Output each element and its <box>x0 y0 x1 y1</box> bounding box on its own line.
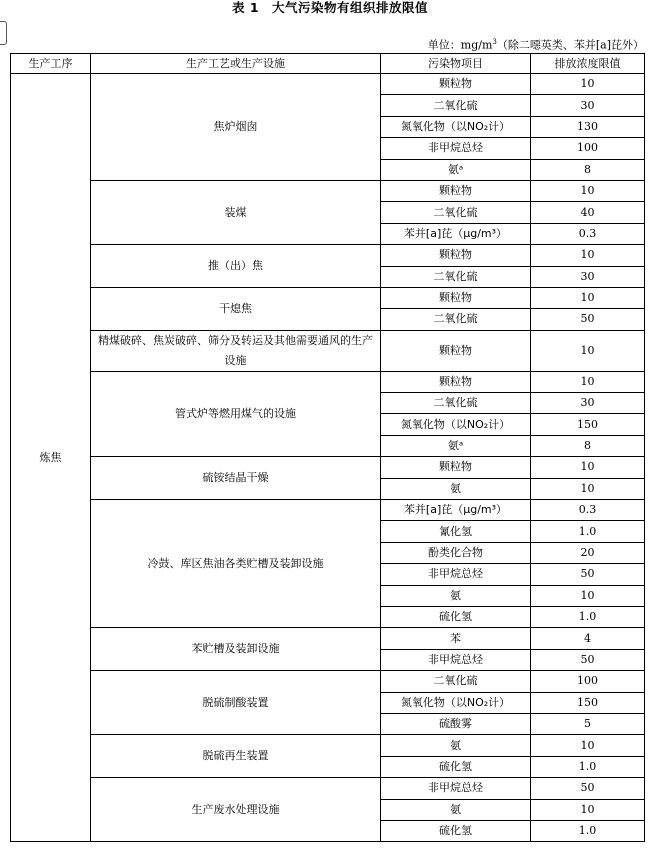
pollutant-cell: 硫化氢 <box>381 820 531 841</box>
facility-cell: 冷鼓、库区焦油各类贮槽及装卸设施 <box>91 500 381 628</box>
pollutant-cell: 氮氧化物（以NO₂计） <box>381 414 531 435</box>
facility-cell: 硫铵结晶干燥 <box>91 457 381 500</box>
limit-cell: 100 <box>531 671 645 692</box>
pollutant-cell: 颗粒物 <box>381 180 531 201</box>
limit-cell: 5 <box>531 713 645 734</box>
table-row <box>11 500 645 521</box>
table-row <box>11 287 645 308</box>
pollutant-cell: 苯并[a]芘（μg/m³） <box>381 223 531 244</box>
pollutant-cell: 二氧化硫 <box>381 393 531 414</box>
facility-cell: 苯贮槽及装卸设施 <box>91 628 381 671</box>
limit-cell: 50 <box>531 649 645 670</box>
table-row <box>11 180 645 201</box>
limit-cell: 1.0 <box>531 820 645 841</box>
limit-cell: 50 <box>531 564 645 585</box>
limit-cell: 10 <box>531 799 645 820</box>
pollutant-cell: 氮氧化物（以NO₂计） <box>381 692 531 713</box>
table-row <box>11 74 645 95</box>
pollutant-cell: 氨 <box>381 735 531 756</box>
pollutant-cell: 颗粒物 <box>381 371 531 392</box>
process-cell: 炼焦 <box>11 74 91 842</box>
header-limit: 排放浓度限值 <box>531 54 645 74</box>
pollutant-cell: 颗粒物 <box>381 74 531 95</box>
facility-cell: 推（出）焦 <box>91 245 381 288</box>
limit-cell: 10 <box>531 371 645 392</box>
header-process: 生产工序 <box>11 54 91 74</box>
table-row <box>11 671 645 692</box>
unit-note-prefix: 单位：mg/m <box>427 38 493 52</box>
limit-cell: 4 <box>531 628 645 649</box>
limit-cell: 10 <box>531 74 645 95</box>
limit-cell: 10 <box>531 457 645 478</box>
limit-cell: 10 <box>531 585 645 606</box>
limit-cell: 130 <box>531 116 645 137</box>
pollutant-cell: 硫酸雾 <box>381 713 531 734</box>
header-row <box>11 54 645 74</box>
limit-cell: 10 <box>531 180 645 201</box>
unit-note-sup: 3 <box>492 38 497 46</box>
pollutant-cell: 非甲烷总烃 <box>381 778 531 799</box>
pollutant-cell: 氨ᵃ <box>381 159 531 180</box>
facility-cell: 装煤 <box>91 180 381 244</box>
table-row <box>11 735 645 756</box>
table-row <box>11 778 645 799</box>
pollutant-cell: 二氧化硫 <box>381 309 531 330</box>
limit-cell: 8 <box>531 159 645 180</box>
pollutant-cell: 硫化氢 <box>381 756 531 777</box>
limit-cell: 50 <box>531 309 645 330</box>
table-row <box>11 457 645 478</box>
unit-note <box>428 35 644 53</box>
limit-cell: 10 <box>531 287 645 308</box>
limit-cell: 10 <box>531 478 645 499</box>
pollutant-cell: 氮氧化物（以NO₂计） <box>381 116 531 137</box>
pollutant-cell: 颗粒物 <box>381 457 531 478</box>
pollutant-cell: 非甲烷总烃 <box>381 649 531 670</box>
window-edge-handle[interactable] <box>0 21 7 45</box>
limit-cell: 8 <box>531 435 645 456</box>
pollutant-cell: 二氧化硫 <box>381 266 531 287</box>
header-pollutant: 污染物项目 <box>381 54 531 74</box>
facility-cell: 干熄焦 <box>91 287 381 330</box>
facility-cell: 脱硫再生装置 <box>91 735 381 778</box>
pollutant-cell: 氨 <box>381 585 531 606</box>
limit-cell: 150 <box>531 692 645 713</box>
pollutant-cell: 非甲烷总烃 <box>381 138 531 159</box>
pollutant-cell: 氰化氢 <box>381 521 531 542</box>
pollutant-cell: 苯并[a]芘（μg/m³） <box>381 500 531 521</box>
limit-cell: 0.3 <box>531 223 645 244</box>
limit-cell: 10 <box>531 245 645 266</box>
limit-cell: 1.0 <box>531 756 645 777</box>
table-row <box>11 245 645 266</box>
limit-cell: 0.3 <box>531 500 645 521</box>
limit-cell: 1.0 <box>531 606 645 627</box>
limit-cell: 40 <box>531 202 645 223</box>
pollutant-cell: 氨 <box>381 799 531 820</box>
pollutant-cell: 二氧化硫 <box>381 671 531 692</box>
limit-cell: 150 <box>531 414 645 435</box>
table-row <box>11 628 645 649</box>
facility-cell: 脱硫制酸装置 <box>91 671 381 735</box>
limit-cell: 30 <box>531 95 645 116</box>
limit-cell: 100 <box>531 138 645 159</box>
pollutant-cell: 二氧化硫 <box>381 95 531 116</box>
emission-limits-table <box>10 53 645 842</box>
table-row <box>11 330 645 371</box>
pollutant-cell: 二氧化硫 <box>381 202 531 223</box>
limit-cell: 30 <box>531 266 645 287</box>
limit-cell: 20 <box>531 542 645 563</box>
header-facility: 生产工艺或生产设施 <box>91 54 381 74</box>
pollutant-cell: 硫化氢 <box>381 606 531 627</box>
pollutant-cell: 氨ᵃ <box>381 435 531 456</box>
facility-cell: 焦炉烟囱 <box>91 74 381 181</box>
table-row <box>11 371 645 392</box>
facility-cell: 精煤破碎、焦炭破碎、筛分及转运及其他需要通风的生产设施 <box>91 330 381 371</box>
limit-cell: 10 <box>531 735 645 756</box>
limit-cell: 10 <box>531 330 645 371</box>
pollutant-cell: 颗粒物 <box>381 330 531 371</box>
unit-note-suffix: （除二噁英类、苯并[a]芘外） <box>496 38 644 52</box>
facility-cell: 生产废水处理设施 <box>91 778 381 842</box>
limit-cell: 50 <box>531 778 645 799</box>
pollutant-cell: 氨 <box>381 478 531 499</box>
limit-cell: 1.0 <box>531 521 645 542</box>
pollutant-cell: 颗粒物 <box>381 287 531 308</box>
pollutant-cell: 颗粒物 <box>381 245 531 266</box>
table-body <box>11 74 645 842</box>
pollutant-cell: 酚类化合物 <box>381 542 531 563</box>
facility-cell: 管式炉等燃用煤气的设施 <box>91 371 381 457</box>
table-title: 表 1 大气污染物有组织排放限值 <box>231 0 429 15</box>
limit-cell: 30 <box>531 393 645 414</box>
pollutant-cell: 苯 <box>381 628 531 649</box>
pollutant-cell: 非甲烷总烃 <box>381 564 531 585</box>
